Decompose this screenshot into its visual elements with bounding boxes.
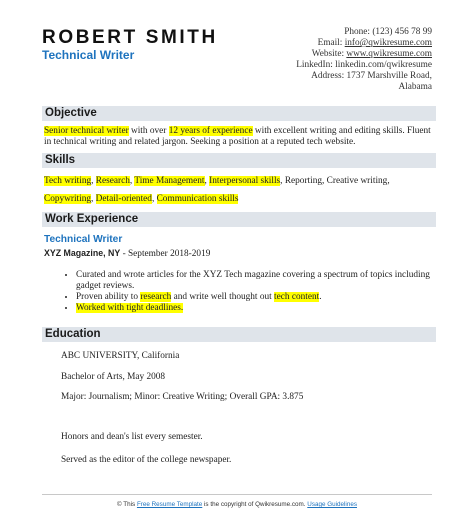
contact-address-line2: Alabama (398, 82, 432, 93)
usage-guidelines-link[interactable]: Usage Guidelines (307, 501, 357, 508)
skills-heading: Skills (42, 153, 436, 168)
footer-text (0, 501, 474, 508)
bullet-3-highlight: Worked with tight deadlines. (76, 303, 184, 313)
skill-item: Time Management (134, 176, 205, 186)
contact-address-line1: Address: 1737 Marshville Road, (311, 71, 432, 82)
skill-separator: , (91, 176, 96, 186)
footer (0, 487, 474, 508)
candidate-name: ROBERT SMITH (42, 27, 218, 48)
job-bullet-1: • Curated and wrote articles for the XYZ Tech magazine covering a spectrum of topics including gadget reviews. (76, 270, 446, 292)
education-editor: Served as the editor of the college newspaper. (61, 455, 232, 465)
job-bullet-3 (76, 303, 446, 314)
skills-line-1 (44, 176, 440, 187)
contact-linkedin: LinkedIn: linkedin.com/qwikresume (296, 60, 432, 71)
bullet-2-text-c: . (319, 292, 322, 302)
footer-divider (42, 494, 432, 495)
job-company: XYZ Magazine, NY (44, 248, 121, 258)
skill-item: Research (95, 176, 130, 186)
bullet-2-text-b: and write well thought out (171, 292, 275, 302)
objective-text-2: with excellent writing and editing skills. Fluent in technical writing and related jargon. Seeking a position at a reputed tech website. (44, 126, 431, 147)
contact-phone: Phone: (123) 456 78 99 (344, 27, 432, 37)
email-label: Email: (317, 38, 345, 49)
objective-heading: Objective (42, 106, 436, 121)
education-degree: Bachelor of Arts, May 2008 (61, 372, 166, 382)
contact-block (296, 27, 432, 94)
education-heading: Education (42, 327, 436, 342)
objective-highlight-2: 12 years of experience (168, 126, 253, 136)
email-link[interactable]: info@qwikresume.com (344, 38, 432, 49)
skill-separator: , (129, 176, 135, 186)
skill-item: Communication skills (156, 194, 239, 204)
education-school: ABC UNIVERSITY, California (61, 351, 180, 361)
skill-item: Detail-oriented (95, 194, 152, 204)
skill-item: Copywriting (44, 194, 92, 204)
education-major: Major: Journalism; Minor: Creative Writing; Overall GPA: 3.875 (61, 392, 304, 402)
job-dates: - September 2018-2019 (120, 249, 211, 259)
bullet-2-highlight-1: research (140, 292, 172, 302)
education-honors: Honors and dean's list every semester. (61, 432, 203, 442)
objective-highlight-1: Senior technical writer (44, 126, 129, 136)
website-label: Website: (311, 49, 347, 60)
website-link[interactable]: www.qwikresume.com (346, 49, 432, 60)
job-title: Technical Writer (44, 234, 123, 245)
contact-email-row (296, 38, 432, 49)
objective-text (44, 126, 440, 148)
skill-item: Tech writing (44, 176, 92, 186)
footer-copy: © This (117, 501, 137, 508)
skill-separator: , (151, 194, 157, 204)
job-bullets (62, 270, 446, 314)
candidate-title: Technical Writer (42, 48, 135, 62)
skill-separator: , (91, 194, 96, 204)
job-bullet-2 (76, 292, 446, 303)
skill-separator: , (204, 176, 210, 186)
bullet-2-highlight-2: tech content (274, 292, 320, 302)
bullet-2-text-a: Proven ability to (76, 292, 141, 302)
skills-line-2 (44, 194, 440, 205)
job-meta (44, 248, 210, 259)
experience-heading: Work Experience (42, 212, 436, 227)
contact-website-row (296, 49, 432, 60)
objective-text-1: with over (128, 126, 169, 136)
footer-mid: is the copyright of Qwikresume.com. (202, 501, 308, 508)
free-template-link[interactable]: Free Resume Template (136, 501, 203, 508)
skill-item: Interpersonal skills (209, 176, 281, 186)
skill-separator: , Reporting, Creative writing, (280, 176, 390, 186)
